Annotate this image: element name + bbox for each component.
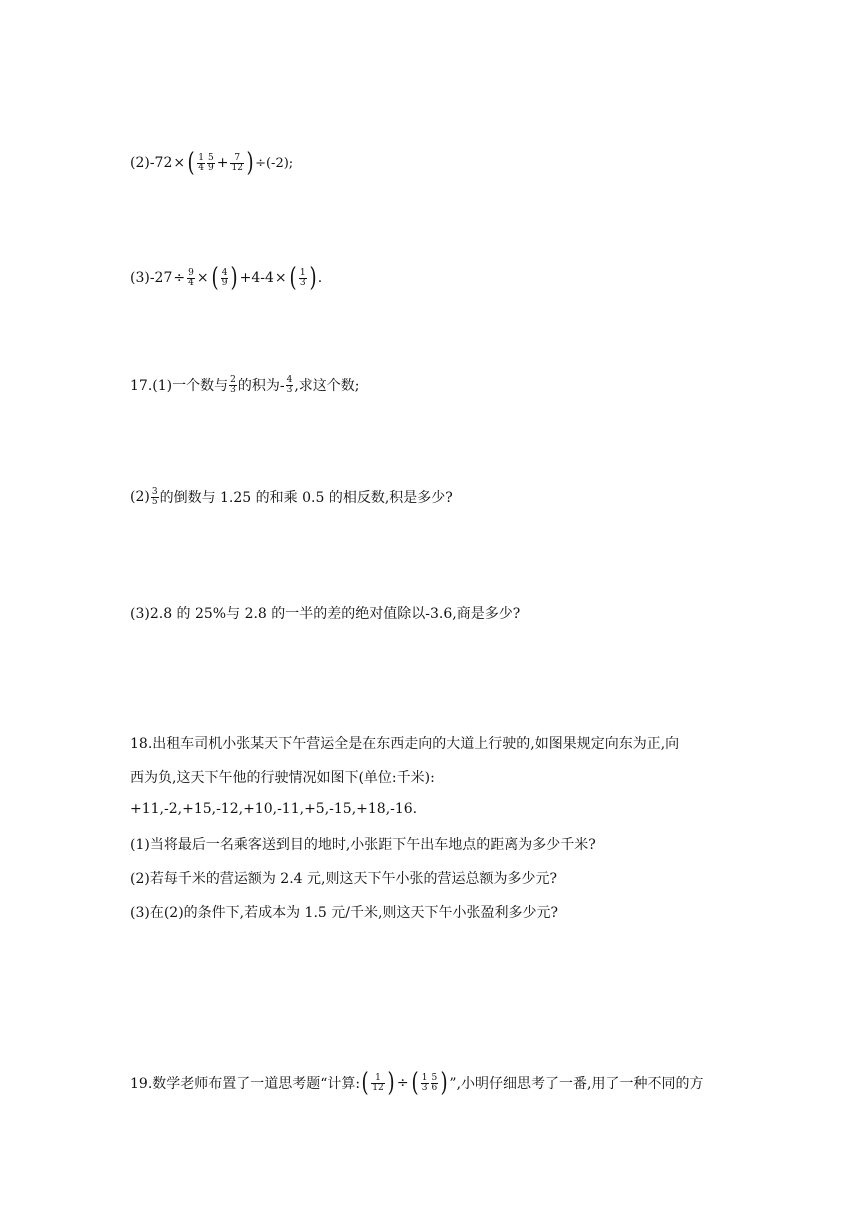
text-a: 17.(1)一个数与: [130, 378, 229, 394]
question-18-line-2: [130, 767, 435, 787]
right-paren: ): [387, 1068, 395, 1098]
left-paren: (: [289, 263, 297, 293]
times-sign: ×: [196, 270, 209, 286]
question-19: [130, 1070, 703, 1096]
text-b: 的积为-: [237, 378, 285, 394]
expr-mid: +4-4: [239, 270, 274, 286]
fraction: $\frac{1}{12}$: [372, 1072, 384, 1093]
fraction: $\frac{7}{12}$: [231, 152, 243, 173]
question-17-3: [130, 603, 520, 623]
text: 18.出租车司机小张某天下午营运全是在东西走向的大道上行驶的,如图果规定向东为正,向: [130, 736, 680, 752]
left-paren: (: [411, 1068, 419, 1098]
fraction: $\frac{1}{4}$: [198, 152, 205, 173]
expr-lead: (2)-72: [130, 155, 173, 171]
text: (3)在(2)的条件下,若成本为 1.5 元/千米,则这天下午小张盈利多少元?: [130, 905, 558, 921]
plus-sign: +: [216, 155, 229, 171]
text: (2)若每千米的营运额为 2.4 元,则这天下午小张的营运总额为多少元?: [130, 871, 557, 887]
fraction: $\frac{4}{3}$: [286, 374, 293, 395]
left-paren: (: [187, 148, 195, 178]
expr-lead: (3)-27: [130, 270, 173, 286]
divide-sign: ÷: [396, 1075, 409, 1091]
times-sign: ×: [173, 155, 186, 171]
expr-tail: .: [317, 270, 323, 286]
question-18-data: [130, 801, 417, 817]
fraction: $\frac{2}{3}$: [230, 374, 236, 395]
question-17-2: [130, 487, 453, 507]
text-a: (2): [130, 489, 150, 505]
divide-sign: ÷: [173, 270, 186, 286]
right-paren: ): [440, 1068, 448, 1098]
fraction: $\frac{1}{3}$: [421, 1072, 428, 1093]
text-c: ,求这个数;: [294, 378, 360, 394]
question-18-part-3: [130, 902, 558, 922]
fraction: $\frac{1}{3}$: [299, 267, 306, 288]
expr-tail: ÷(-2);: [255, 155, 294, 171]
text-b: 的倒数与 1.25 的和乘 0.5 的相反数,积是多少?: [159, 490, 453, 506]
question-18-part-1: [130, 834, 596, 854]
right-paren: ): [231, 263, 239, 293]
fraction: $\frac{9}{4}$: [188, 267, 194, 288]
text: +11,-2,+15,-12,+10,-11,+5,-15,+18,-16.: [130, 801, 418, 817]
text: (1)当将最后一名乘客送到目的地时,小张距下午出车地点的距离为多少千米?: [130, 837, 596, 853]
fraction: $\frac{5}{6}$: [431, 1072, 438, 1093]
times-sign: ×: [274, 270, 287, 286]
fraction: $\frac{5}{9}$: [208, 152, 214, 173]
text-b: ”,小明仔细思考了一番,用了一种不同的方: [449, 1076, 704, 1092]
right-paren: ): [246, 148, 254, 178]
question-18-part-2: [130, 868, 557, 888]
problem-16-2: [130, 150, 293, 176]
question-17-1: [130, 375, 359, 395]
problem-16-3: [130, 265, 322, 291]
left-paren: (: [361, 1068, 369, 1098]
text: (3)2.8 的 25%与 2.8 的一半的差的绝对值除以-3.6,商是多少?: [130, 606, 521, 622]
fraction: $\frac{3}{5}$: [151, 486, 158, 507]
fraction: $\frac{4}{9}$: [221, 267, 228, 288]
left-paren: (: [211, 263, 219, 293]
question-18-line-1: [130, 733, 679, 753]
right-paren: ): [309, 263, 317, 293]
text-a: 19.数学老师布置了一道思考题“计算:: [130, 1076, 361, 1092]
text: 西为负,这天下午他的行驶情况如图下(单位:千米):: [130, 770, 435, 786]
